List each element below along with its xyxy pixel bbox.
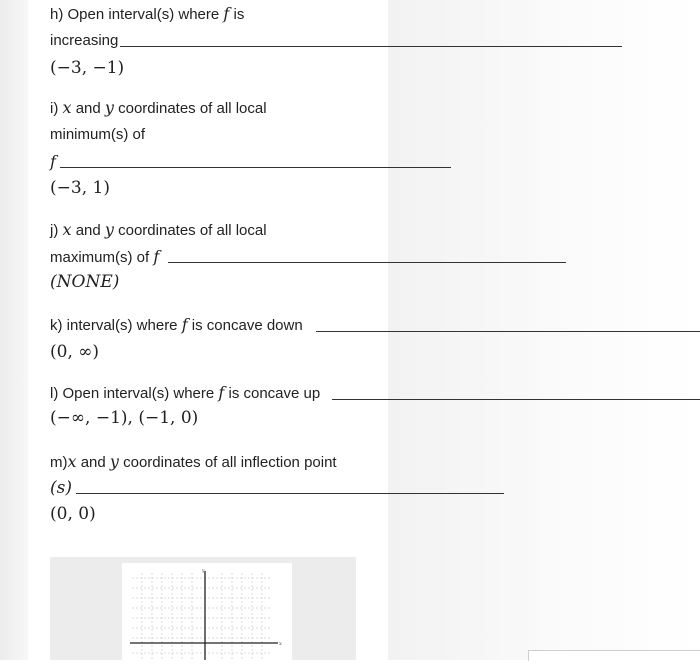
question-k-line1: k) interval(s) where f is concave down [50, 315, 303, 334]
graph-thumbnail[interactable] [50, 557, 356, 660]
question-i-line1: i) x and y coordinates of all local [50, 98, 267, 117]
right-margin-shade [388, 0, 700, 660]
graph-svg [122, 563, 292, 660]
graph-area [122, 563, 292, 660]
answer-h: (−3, −1) [50, 58, 125, 78]
question-h-line2: increasing [50, 32, 119, 49]
answer-blank-h[interactable] [120, 46, 622, 47]
question-j-line2: maximum(s) of f [50, 247, 160, 266]
graph-y-label: y [202, 568, 205, 574]
next-panel-corner [528, 650, 700, 661]
answer-blank-l[interactable] [332, 399, 700, 400]
answer-blank-m[interactable] [76, 493, 504, 494]
answer-blank-i[interactable] [60, 167, 451, 168]
graph-x-label: x [279, 641, 282, 647]
question-h-line1: h) Open interval(s) where f is [50, 4, 245, 23]
answer-blank-j[interactable] [168, 262, 566, 263]
question-l-line1: l) Open interval(s) where f is concave up [50, 383, 321, 402]
question-j-line1: j) x and y coordinates of all local [50, 220, 267, 239]
question-i-line2: minimum(s) of [50, 126, 146, 143]
answer-m: (0, 0) [50, 504, 96, 524]
question-m-line2: (s) [50, 478, 72, 498]
left-margin-shade [0, 0, 28, 660]
question-m-line1: m)x and y coordinates of all inflection point [50, 452, 337, 471]
answer-l: (−∞, −1), (−1, 0) [50, 408, 199, 428]
question-i-line3: f [50, 152, 56, 171]
answer-j: (NONE) [50, 272, 120, 292]
answer-i: (−3, 1) [50, 178, 110, 198]
answer-blank-k[interactable] [316, 331, 700, 332]
answer-k: (0, ∞) [50, 342, 100, 362]
